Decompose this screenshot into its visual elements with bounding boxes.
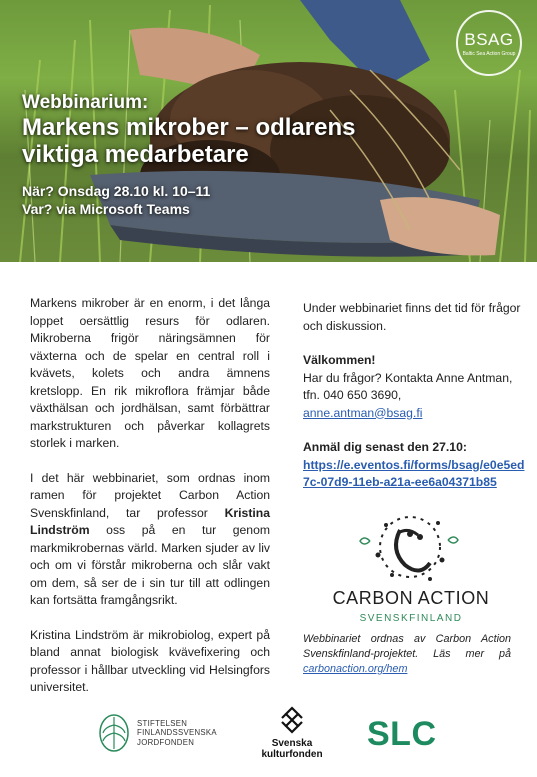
hero-banner	[0, 0, 537, 262]
registration-link[interactable]: https://e.eventos.fi/forms/bsag/e0e5ed7c-07d9-11eb-a21a-ee6a04371b85	[303, 457, 525, 489]
stiftelsen-line1: STIFTELSEN	[137, 718, 188, 728]
carbon-action-title: CARBON ACTION	[332, 588, 490, 608]
contact-text: Har du frågor? Kontakta Anne Antman, tfn. 040 650 3690,	[303, 370, 513, 402]
stiftelsen-line3: JORDFONDEN	[137, 737, 195, 747]
slc-logo: SLC	[367, 715, 437, 753]
event-title: Markens mikrober – odlarens viktiga medarbetare	[22, 114, 356, 168]
carbon-action-link[interactable]: carbonaction.org/hem	[303, 663, 408, 675]
hero-text	[22, 92, 422, 218]
discussion-note: Under webbinariet finns det tid för frågor och diskussion.	[303, 301, 521, 333]
registration-block	[303, 439, 525, 492]
webinar-paragraph	[30, 470, 270, 610]
event-when: När? Onsdag 28.10 kl. 10–11	[22, 183, 211, 199]
bsag-logo-sub: Baltic Sea Action Group	[462, 50, 516, 57]
kulturfonden-logo	[262, 704, 322, 760]
register-label: Anmäl dig senast den 27.10:	[303, 440, 467, 454]
webinar-paragraph-end: oss på en tur genom markmikrobernas värld. Marken sjuder av liv och om vi förstår mikroberna och slår vakt om dem, så ser de i sin tur till att odlingen kan fortsätta framgångsrikt.	[30, 523, 270, 607]
organizer-note-text: Webbinariet ordnas av Carbon Action Svenskfinland-projektet. Läs mer på	[303, 633, 511, 660]
left-column	[30, 295, 270, 714]
webinar-paragraph-start: I det här webbinariet, som ordnas inom ramen för projektet Carbon Action Svenskfinland, tar professor	[30, 470, 270, 520]
organizer-note	[303, 632, 511, 677]
intro-paragraph: Markens mikrober är en enorm, i det långa loppet oersättlig resurs för odlaren. Mikroberna frigör näringsämnen för växterna och de spelar en central roll i kvävets, kolets och andra ämnens kretslopp. En rik mikroflora främjar både växthälsan och jordhälsan, samt förbättrar markstrukturen och påverkar kollagrets storlek i marken.	[30, 296, 270, 450]
speaker-bio: Kristina Lindström är mikrobiolog, expert på bland annat biologisk kvävefixering och professor i hållbar utveckling vid Helsingfors universitet.	[30, 627, 270, 694]
carbon-action-subtitle: SVENSKFINLAND	[359, 613, 463, 624]
event-kicker: Webbinarium:	[22, 92, 149, 113]
speaker-name: Kristina Lindström	[30, 505, 270, 537]
contact-block	[303, 352, 525, 422]
stiftelsen-logo	[97, 713, 217, 753]
bsag-logo	[456, 10, 522, 76]
leaf-emblem-icon	[97, 713, 131, 753]
stiftelsen-line2: FINLANDSSVENSKA	[137, 728, 217, 738]
kulturfonden-emblem-icon	[276, 704, 308, 736]
right-column	[303, 300, 525, 509]
email-link[interactable]: anne.antman@bsag.fi	[303, 405, 423, 420]
kulturfonden-line1: Svenska	[271, 738, 313, 749]
bsag-logo-name: BSAG	[464, 29, 514, 49]
kulturfonden-line2: kulturfonden	[261, 749, 323, 760]
welcome-title: Välkommen!	[303, 353, 376, 367]
event-where: Var? via Microsoft Teams	[22, 201, 190, 217]
